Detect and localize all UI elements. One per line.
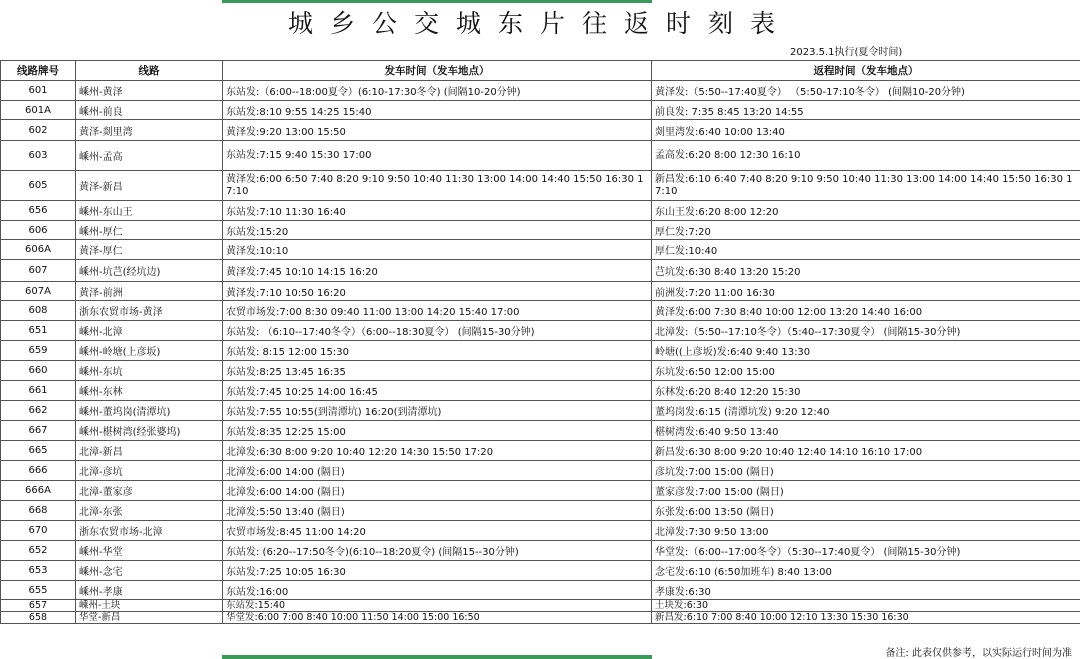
departure-cell: 黄泽发:7:45 10:10 14:15 16:20: [223, 260, 652, 282]
route-no-cell: 601A: [1, 101, 76, 120]
departure-cell: 东站发:7:10 11:30 16:40: [223, 201, 652, 221]
route-no-cell: 658: [1, 612, 76, 624]
return-cell: 北漳发:（5:50--17:10冬令）（5:40--17:30夏令） (间隔15-30分钟): [652, 321, 1080, 341]
table-row: [1, 221, 1080, 240]
col-header-return: 返程时间（发车地点）: [652, 61, 1080, 81]
departure-cell: 东站发:8:35 12:25 15:00: [223, 421, 652, 441]
table-row: [1, 381, 1080, 401]
route-no-cell: 657: [1, 600, 76, 612]
return-cell: 前良发: 7:35 8:45 13:20 14:55: [652, 101, 1080, 120]
route-no-cell: 668: [1, 501, 76, 521]
route-name-cell: 嵊州-董坞岗(清潭坑): [76, 401, 223, 421]
route-name-cell: 嵊州-厚仁: [76, 221, 223, 240]
route-no-cell: 602: [1, 120, 76, 141]
departure-cell: 东站发:15:20: [223, 221, 652, 240]
route-no-cell: 665: [1, 441, 76, 461]
route-name-cell: 嵊州-前良: [76, 101, 223, 120]
departure-cell: 东站发:8:25 13:45 16:35: [223, 361, 652, 381]
departure-cell: 东站发:7:25 10:05 16:30: [223, 561, 652, 581]
return-cell: 董家彦发:7:00 15:00 (隔日): [652, 481, 1080, 501]
table-row: [1, 421, 1080, 441]
return-cell: 土块发:6:30: [652, 600, 1080, 612]
departure-cell: 华堂发:6:00 7:00 8:40 10:00 11:50 14:00 15:00 16:50: [223, 612, 652, 624]
route-no-cell: 607A: [1, 282, 76, 301]
return-cell: 彦坑发:7:00 15:00 (隔日): [652, 461, 1080, 481]
table-row: [1, 401, 1080, 421]
table-row: [1, 301, 1080, 321]
return-cell: 厚仁发:7:20: [652, 221, 1080, 240]
departure-cell: 东站发:（6:00--18:00夏令）(6:10-17:30冬令) (间隔10-20分钟): [223, 81, 652, 101]
return-cell: 东坑发:6:50 12:00 15:00: [652, 361, 1080, 381]
departure-cell: 农贸市场发:7:00 8:30 09:40 11:00 13:00 14:20 15:40 17:00: [223, 301, 652, 321]
return-cell: 厚仁发:10:40: [652, 240, 1080, 260]
route-name-cell: 嵊州-华堂: [76, 541, 223, 561]
route-no-cell: 659: [1, 341, 76, 361]
route-name-cell: 北漳-彦坑: [76, 461, 223, 481]
departure-cell: 北漳发:6:30 8:00 9:20 10:40 12:20 14:30 15:50 17:20: [223, 441, 652, 461]
departure-cell: 东站发: 8:15 12:00 15:30: [223, 341, 652, 361]
table-row: [1, 361, 1080, 381]
route-name-cell: 嵊州-岭塘(上彦坂): [76, 341, 223, 361]
table-row: [1, 612, 1080, 624]
top-accent-bar: [222, 0, 652, 3]
route-no-cell: 670: [1, 521, 76, 541]
route-name-cell: 北漳-新昌: [76, 441, 223, 461]
return-cell: 念宅发:6:10 (6:50加班车) 8:40 13:00: [652, 561, 1080, 581]
table-row: [1, 481, 1080, 501]
table-row: [1, 541, 1080, 561]
departure-cell: 北漳发:6:00 14:00 (隔日): [223, 461, 652, 481]
table-row: [1, 201, 1080, 221]
return-cell: 新昌发:6:10 7:00 8:40 10:00 12:10 13:30 15:30 16:30: [652, 612, 1080, 624]
departure-cell: 东站发:15:40: [223, 600, 652, 612]
departure-cell: 黄泽发:7:10 10:50 16:20: [223, 282, 652, 301]
return-cell: 新昌发:6:30 8:00 9:20 10:40 12:40 14:10 16:10 17:00: [652, 441, 1080, 461]
route-no-cell: 601: [1, 81, 76, 101]
table-row: [1, 282, 1080, 301]
route-name-cell: 嵊州-孟高: [76, 141, 223, 171]
table-row: [1, 141, 1080, 171]
return-cell: 华堂发:（6:00--17:00冬令）（5:30--17:40夏令） (间隔15-30分钟): [652, 541, 1080, 561]
route-no-cell: 666: [1, 461, 76, 481]
return-cell: 新昌发:6:10 6:40 7:40 8:20 9:10 9:50 10:40 11:30 13:00 14:00 14:40 15:50 16:30 17:10: [652, 171, 1080, 201]
return-cell: 东张发:6:00 13:50 (隔日): [652, 501, 1080, 521]
effective-date-note: 2023.5.1执行(夏令时间): [790, 47, 903, 58]
departure-cell: 东站发:7:55 10:55(到清潭坑) 16:20(到清潭坑): [223, 401, 652, 421]
table-row: [1, 341, 1080, 361]
table-row: [1, 581, 1080, 600]
route-no-cell: 655: [1, 581, 76, 600]
route-no-cell: 661: [1, 381, 76, 401]
return-cell: 孝康发:6:30: [652, 581, 1080, 600]
route-name-cell: 嵊州-椹树湾(经张婆坞): [76, 421, 223, 441]
route-no-cell: 651: [1, 321, 76, 341]
return-cell: 黄泽发:6:00 7:30 8:40 10:00 12:00 13:20 14:40 16:00: [652, 301, 1080, 321]
route-no-cell: 606: [1, 221, 76, 240]
table-row: [1, 101, 1080, 120]
route-name-cell: 浙东农贸市场-黄泽: [76, 301, 223, 321]
table-row: [1, 521, 1080, 541]
header-row: [1, 61, 1080, 81]
route-no-cell: 608: [1, 301, 76, 321]
departure-cell: 北漳发:5:50 13:40 (隔日): [223, 501, 652, 521]
departure-cell: 黄泽发:10:10: [223, 240, 652, 260]
table-row: [1, 600, 1080, 612]
return-cell: 黄泽发:（5:50--17:40夏令） （5:50-17:10冬令） (间隔10-20分钟): [652, 81, 1080, 101]
table-row: [1, 171, 1080, 201]
departure-cell: 黄泽发:6:00 6:50 7:40 8:20 9:10 9:50 10:40 11:30 13:00 14:00 14:40 15:50 16:30 17:10: [223, 171, 652, 201]
table-row: [1, 441, 1080, 461]
route-name-cell: 黄泽-厚仁: [76, 240, 223, 260]
col-header-departure: 发车时间（发车地点）: [223, 61, 652, 81]
route-name-cell: 嵊州-念宅: [76, 561, 223, 581]
route-name-cell: 黄泽-前洲: [76, 282, 223, 301]
return-cell: 前洲发:7:20 11:00 16:30: [652, 282, 1080, 301]
route-no-cell: 666A: [1, 481, 76, 501]
route-no-cell: 667: [1, 421, 76, 441]
return-cell: 椹树湾发:6:40 9:50 13:40: [652, 421, 1080, 441]
route-no-cell: 652: [1, 541, 76, 561]
route-no-cell: 660: [1, 361, 76, 381]
route-name-cell: 嵊州-土块: [76, 600, 223, 612]
route-name-cell: 嵊州-北漳: [76, 321, 223, 341]
col-header-route: 线路: [76, 61, 223, 81]
departure-cell: 黄泽发:9:20 13:00 15:50: [223, 120, 652, 141]
route-name-cell: 嵊州-孝康: [76, 581, 223, 600]
departure-cell: 东站发: （6:10--17:40冬令）（6:00--18:30夏令） (间隔15-30分钟): [223, 321, 652, 341]
route-no-cell: 606A: [1, 240, 76, 260]
table-row: [1, 120, 1080, 141]
route-name-cell: 华堂-新昌: [76, 612, 223, 624]
return-cell: 董坞岗发:6:15 (清潭坑发) 9:20 12:40: [652, 401, 1080, 421]
departure-cell: 东站发:8:10 9:55 14:25 15:40: [223, 101, 652, 120]
route-name-cell: 嵊州-东坑: [76, 361, 223, 381]
table-row: [1, 260, 1080, 282]
return-cell: 东山王发:6:20 8:00 12:20: [652, 201, 1080, 221]
route-name-cell: 黄泽-新昌: [76, 171, 223, 201]
route-no-cell: 607: [1, 260, 76, 282]
departure-cell: 北漳发:6:00 14:00 (隔日): [223, 481, 652, 501]
route-no-cell: 605: [1, 171, 76, 201]
table-row: [1, 240, 1080, 260]
departure-cell: 农贸市场发:8:45 11:00 14:20: [223, 521, 652, 541]
footnote: 备注: 此表仅供参考，以实际运行时间为准: [885, 648, 1072, 659]
route-name-cell: 嵊州-东林: [76, 381, 223, 401]
route-no-cell: 656: [1, 201, 76, 221]
route-no-cell: 653: [1, 561, 76, 581]
route-name-cell: 北漳-东张: [76, 501, 223, 521]
route-name-cell: 嵊州-坑芑(经坑边): [76, 260, 223, 282]
route-name-cell: 浙东农贸市场-北漳: [76, 521, 223, 541]
departure-cell: 东站发: (6:20--17:50冬令)(6:10--18:20夏令) (间隔15--30分钟): [223, 541, 652, 561]
page-title: 城乡公交城东片往返时刻表: [287, 9, 792, 38]
route-no-cell: 662: [1, 401, 76, 421]
return-cell: 北漳发:7:30 9:50 13:00: [652, 521, 1080, 541]
return-cell: 芑坑发:6:30 8:40 13:20 15:20: [652, 260, 1080, 282]
departure-cell: 东站发:16:00: [223, 581, 652, 600]
route-name-cell: 北漳-董家彦: [76, 481, 223, 501]
col-header-route-no: 线路牌号: [1, 61, 76, 81]
table-row: [1, 321, 1080, 341]
table-row: [1, 81, 1080, 101]
return-cell: 剡里湾发:6:40 10:00 13:40: [652, 120, 1080, 141]
bottom-accent-bar: [222, 655, 652, 659]
route-name-cell: 嵊州-黄泽: [76, 81, 223, 101]
route-no-cell: 603: [1, 141, 76, 171]
route-name-cell: 嵊州-东山王: [76, 201, 223, 221]
timetable: [0, 60, 1080, 624]
departure-cell: 东站发:7:45 10:25 14:00 16:45: [223, 381, 652, 401]
route-name-cell: 黄泽-剡里湾: [76, 120, 223, 141]
return-cell: 东林发:6:20 8:40 12:20 15:30: [652, 381, 1080, 401]
table-row: [1, 561, 1080, 581]
departure-cell: 东站发:7:15 9:40 15:30 17:00: [223, 141, 652, 171]
table-row: [1, 461, 1080, 481]
return-cell: 孟高发:6:20 8:00 12:30 16:10: [652, 141, 1080, 171]
return-cell: 岭塘((上彦坂)发:6:40 9:40 13:30: [652, 341, 1080, 361]
table-row: [1, 501, 1080, 521]
